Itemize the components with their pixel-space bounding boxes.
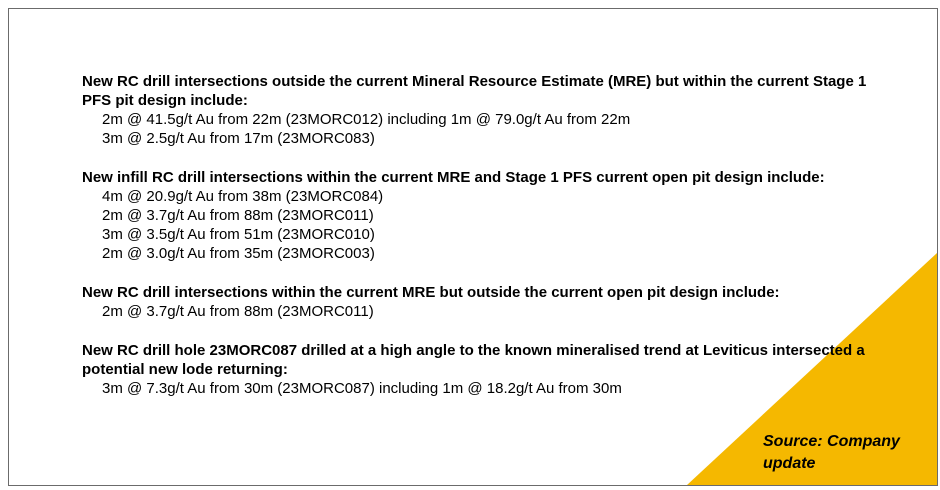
section-heading: New RC drill hole 23MORC087 drilled at a high angle to the known mineralised trend at Leviticus intersected a potential new lode returning:: [82, 342, 865, 378]
list-item: 4m @ 20.9g/t Au from 38m (23MORC084): [102, 188, 384, 205]
drill-results-content: [82, 72, 882, 418]
source-caption: Source: Company update: [763, 433, 900, 472]
list-item: 3m @ 7.3g/t Au from 30m (23MORC087) including 1m @ 18.2g/t Au from 30m: [102, 380, 622, 397]
list-item: 2m @ 41.5g/t Au from 22m (23MORC012) including 1m @ 79.0g/t Au from 22m: [102, 111, 631, 128]
list-item: 2m @ 3.7g/t Au from 88m (23MORC011): [102, 207, 374, 224]
section-new-lode: [82, 341, 882, 398]
section-heading: New infill RC drill intersections within the current MRE and Stage 1 PFS current open pit design include:: [82, 169, 825, 186]
list-item: 2m @ 3.0g/t Au from 35m (23MORC003): [102, 245, 375, 262]
document-frame: [8, 8, 938, 486]
section-outside-mre: [82, 72, 882, 148]
list-item: 2m @ 3.7g/t Au from 88m (23MORC011): [102, 303, 374, 320]
section-heading: New RC drill intersections outside the current Mineral Resource Estimate (MRE) but within the current Stage 1 PFS pit design include:: [82, 73, 867, 109]
section-within-mre-outside-pit: [82, 283, 882, 321]
section-heading: New RC drill intersections within the current MRE but outside the current open pit design include:: [82, 284, 780, 301]
section-infill: [82, 168, 882, 263]
list-item: 3m @ 3.5g/t Au from 51m (23MORC010): [102, 226, 375, 243]
list-item: 3m @ 2.5g/t Au from 17m (23MORC083): [102, 130, 375, 147]
